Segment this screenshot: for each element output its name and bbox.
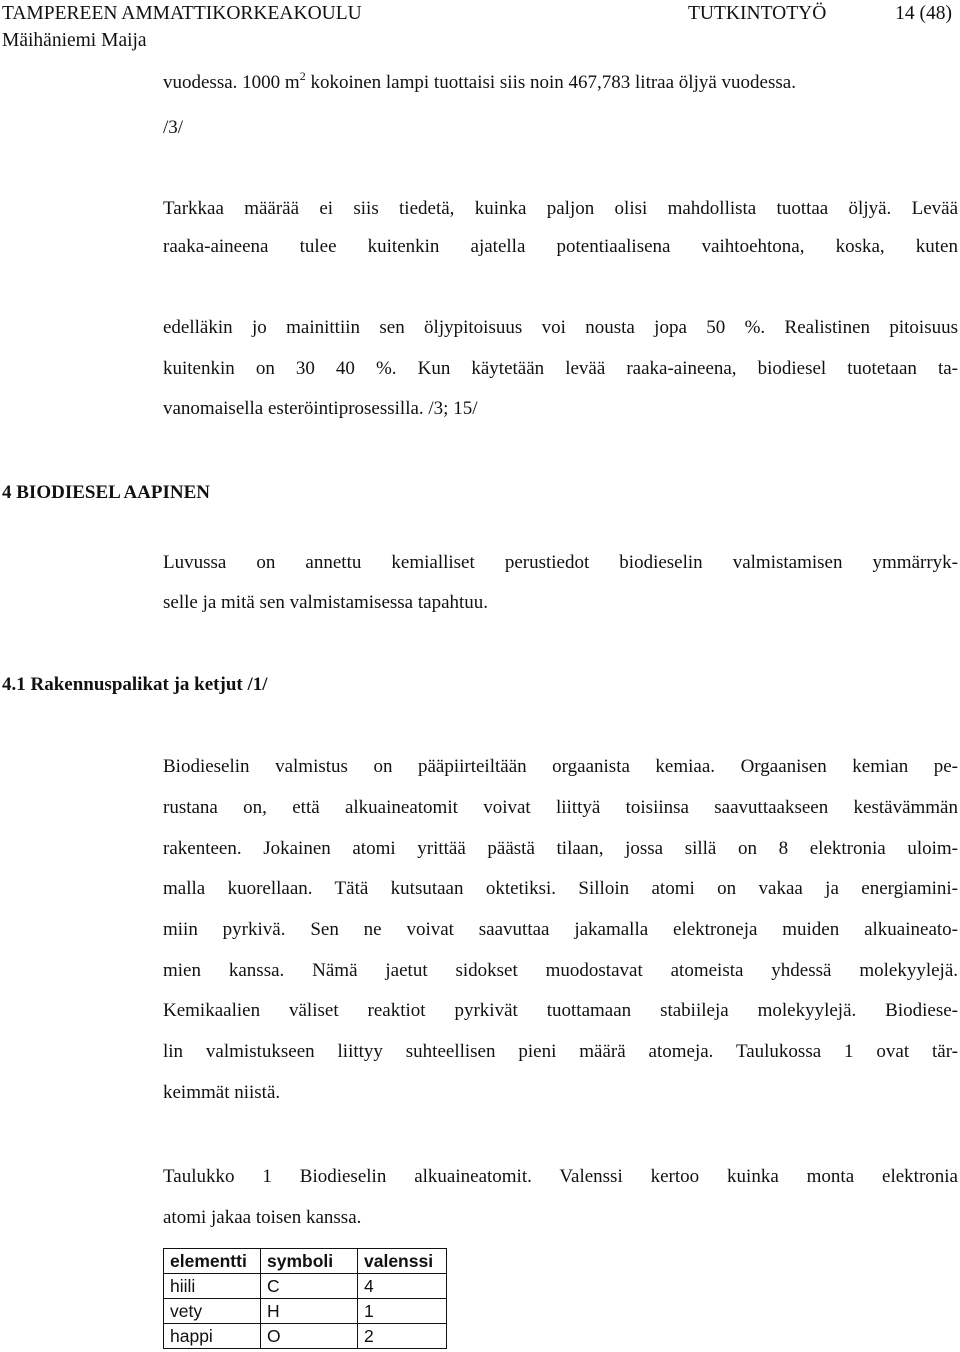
section41-line: rustana on, että alkuaineatomit voivat liittyä toisiinsa saavuttaakseen kestävämmän — [163, 797, 958, 818]
table-header-cell: elementti — [164, 1249, 261, 1274]
section-heading-4-1: 4.1 Rakennuspalikat ja ketjut /1/ — [2, 674, 268, 695]
table-cell: O — [261, 1324, 358, 1349]
table-header-cell: valenssi — [358, 1249, 447, 1274]
header-doc-type: TUTKINTOTYÖ — [688, 3, 827, 24]
section41-line: keimmät niistä. — [163, 1082, 281, 1103]
intro-line-1: vuodessa. 1000 $m^2$ kokoinen lampi tuottaisi siis noin 467,783 litraa öljyä vuodessa. — [163, 69, 796, 93]
table-row — [164, 1274, 447, 1299]
para-algae-line: Tarkkaa määrää ei siis tiedetä, kuinka paljon olisi mahdollista tuottaa öljyä. Levää — [163, 198, 958, 219]
table-row — [164, 1299, 447, 1324]
intro-line-2: /3/ — [163, 117, 184, 138]
table-cell: 4 — [358, 1274, 447, 1299]
section-heading-4: 4 BIODIESEL AAPINEN — [2, 482, 211, 503]
table-cell: happi — [164, 1324, 261, 1349]
table-cell: vety — [164, 1299, 261, 1324]
table-cell: C — [261, 1274, 358, 1299]
para-algae-line: vanomaisella esteröintiprosessilla. /3; 15/ — [163, 398, 478, 419]
table-header-row — [164, 1249, 447, 1274]
table-header-cell: symboli — [261, 1249, 358, 1274]
table-cell: 2 — [358, 1324, 447, 1349]
table-caption-line: atomi jakaa toisen kanssa. — [163, 1207, 362, 1228]
header-institution: TAMPEREEN AMMATTIKORKEAKOULU — [2, 3, 362, 24]
table-caption-line: Taulukko 1 Biodieselin alkuaineatomit. Valenssi kertoo kuinka monta elektronia — [163, 1166, 958, 1187]
header-author: Mäihäniemi Maija — [2, 30, 147, 51]
table-cell: hiili — [164, 1274, 261, 1299]
superscript-2: 2 — [299, 69, 306, 83]
section4-line: Luvussa on annettu kemialliset perustiedot biodieselin valmistamisen ymmärryk- — [163, 552, 958, 573]
table-cell: H — [261, 1299, 358, 1324]
section4-line: selle ja mitä sen valmistamisessa tapahtuu. — [163, 592, 489, 613]
para-algae-line: edelläkin jo mainittiin sen öljypitoisuus voi nousta jopa 50 %. Realistinen pitoisuus — [163, 317, 958, 338]
table-row — [164, 1324, 447, 1349]
para-algae-line: kuitenkin on 30 40 %. Kun käytetään levää raaka-aineena, biodiesel tuotetaan ta- — [163, 358, 958, 379]
section41-line: rakenteen. Jokainen atomi yrittää päästä tilaan, jossa sillä on 8 elektronia uloim- — [163, 838, 958, 859]
section41-line: mien kanssa. Nämä jaetut sidokset muodostavat atomeista yhdessä molekyylejä. — [163, 960, 958, 981]
section41-line: Biodieselin valmistus on pääpiirteiltään orgaanista kemiaa. Orgaanisen kemian pe- — [163, 756, 958, 777]
section41-line: miin pyrkivä. Sen ne voivat saavuttaa jakamalla elektroneja muiden alkuaineato- — [163, 919, 958, 940]
section41-line: malla kuorellaan. Tätä kutsutaan oktetiksi. Silloin atomi on vakaa ja energiamini- — [163, 878, 958, 899]
elements-table — [163, 1248, 447, 1349]
para-algae-line: raaka-aineena tulee kuitenkin ajatella potentiaalisena vaihtoehtona, koska, kuten — [163, 236, 958, 257]
table-cell: 1 — [358, 1299, 447, 1324]
section41-line: lin valmistukseen liittyy suhteellisen pieni määrä atomeja. Taulukossa 1 ovat tär- — [163, 1041, 958, 1062]
header-page-number: 14 (48) — [895, 3, 952, 24]
section41-line: Kemikaalien väliset reaktiot pyrkivät tuottamaan stabiileja molekyylejä. Biodiese- — [163, 1000, 958, 1021]
